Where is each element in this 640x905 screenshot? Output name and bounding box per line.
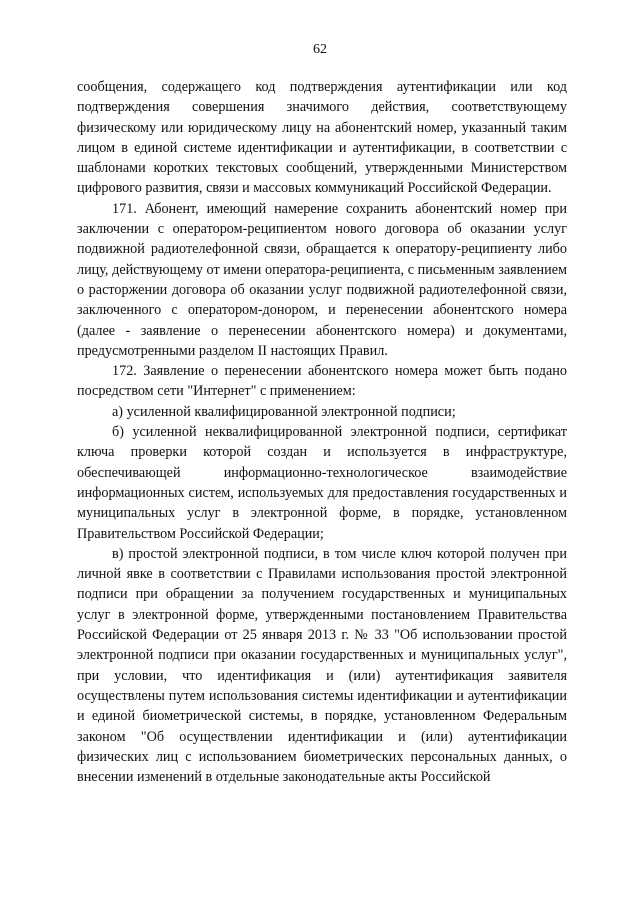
list-item-v: в) простой электронной подписи, в том числе ключ которой получен при личной явке в соответствии с Правилами использования простой электронной подписи при обращении за получением государственных и муниципальных услуг в электронной форме, утвержденными постановлением Правительства Российской Федерации от 25 января 2013 г. № 33 "Об использовании простой электронной подписи при оказании государственных и муниципальных услуг", при условии, что идентификация и (или) аутентификация заявителя осуществлены путем использования системы идентификации и аутентификации и единой биометрической системы, в порядке, установленном Федеральным законом "Об осуществлении идентификации и (или) аутентификации физических лиц с использованием биометрических персональных данных, о внесении изменений в отдельные законодательные акты Российской — [77, 545, 567, 786]
page-number: 62 — [313, 42, 327, 57]
paragraph-172: 172. Заявление о перенесении абонентского номера может быть подано посредством сети "Интернет" с применением: — [77, 363, 567, 400]
paragraph-continuation: сообщения, содержащего код подтверждения аутентификации или код подтверждения совершения значимого действия, соответствующему физическому или юридическому лицу на абонентский номер, указанный таким лицом в единой системе идентификации и аутентификации, в соответствии с шаблонами коротких текстовых сообщений, утвержденными Министерством цифрового развития, связи и массовых коммуникаций Российской Федерации. — [77, 79, 567, 197]
list-item-a: а) усиленной квалифицированной электронной подписи; — [112, 403, 456, 420]
list-item-b: б) усиленной неквалифицированной электронной подписи, сертификат ключа проверки которой создан и используется в инфраструктуре, обеспечивающей информационно-технологическое взаимодействие информационных систем, используемых для предоставления государственных и муниципальных услуг в электронной форме, в порядке, установленном Правительством Российской Федерации; — [77, 424, 567, 542]
paragraph-171: 171. Абонент, имеющий намерение сохранить абонентский номер при заключении с оператором-реципиентом нового договора об оказании услуг подвижной радиотелефонной связи, обращается к оператору-реципиенту либо лицу, действующему от имени оператора-реципиента, с письменным заявлением о расторжении договора об оказании услуг подвижной радиотелефонной связи, заключенного с оператором-донором, и перенесении абонентского номера (далее - заявление о перенесении абонентского номера) и документами, предусмотренными разделом II настоящих Правил. — [77, 200, 567, 359]
body-text — [77, 77, 567, 787]
